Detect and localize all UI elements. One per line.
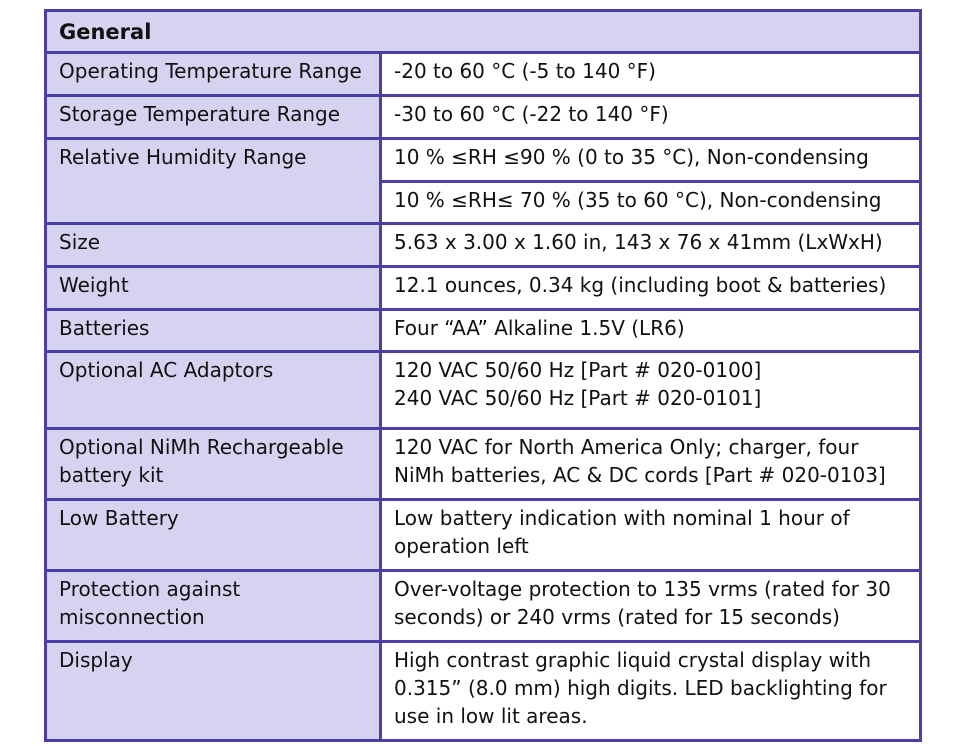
row-value-line: 240 VAC 50/60 Hz [Part # 020-0101] bbox=[394, 386, 762, 410]
row-value: Four “AA” Alkaline 1.5V (LR6) bbox=[381, 310, 921, 352]
table-row-ac-adaptors bbox=[46, 352, 921, 429]
table-row-storage-temperature bbox=[46, 96, 921, 139]
row-label: Optional NiMh Rechargeable battery kit bbox=[46, 429, 381, 500]
row-value: High contrast graphic liquid crystal display with 0.315” (8.0 mm) high digits. LED backlighting for use in low lit areas. bbox=[381, 642, 921, 741]
table-row-weight bbox=[46, 267, 921, 310]
row-value bbox=[381, 352, 921, 429]
row-label: Storage Temperature Range bbox=[46, 96, 381, 139]
table-row-humidity-1 bbox=[46, 139, 921, 182]
row-label: Low Battery bbox=[46, 500, 381, 571]
row-label: Protection against misconnection bbox=[46, 571, 381, 642]
row-value: 5.63 x 3.00 x 1.60 in, 143 x 76 x 41mm (LxWxH) bbox=[381, 224, 921, 267]
row-label: Operating Temperature Range bbox=[46, 53, 381, 96]
row-label: Batteries bbox=[46, 310, 381, 352]
table-row-operating-temperature bbox=[46, 53, 921, 96]
table-row-nimh-kit bbox=[46, 429, 921, 500]
table-title: General bbox=[46, 11, 921, 53]
table-row-size bbox=[46, 224, 921, 267]
row-label: Relative Humidity Range bbox=[46, 139, 381, 224]
table-row-display bbox=[46, 642, 921, 741]
row-value: -30 to 60 °C (-22 to 140 °F) bbox=[381, 96, 921, 139]
row-value: 10 % ≤RH ≤90 % (0 to 35 °C), Non-condensing bbox=[381, 139, 921, 182]
row-value: -20 to 60 °C (-5 to 140 °F) bbox=[381, 53, 921, 96]
row-value: Over-voltage protection to 135 vrms (rated for 30 seconds) or 240 vrms (rated for 15 seconds) bbox=[381, 571, 921, 642]
row-value: 12.1 ounces, 0.34 kg (including boot & batteries) bbox=[381, 267, 921, 310]
row-value-line: 120 VAC 50/60 Hz [Part # 020-0100] bbox=[394, 358, 762, 382]
row-value: 10 % ≤RH≤ 70 % (35 to 60 °C), Non-condensing bbox=[381, 182, 921, 224]
table-row-batteries bbox=[46, 310, 921, 352]
row-value: Low battery indication with nominal 1 hour of operation left bbox=[381, 500, 921, 571]
row-value: 120 VAC for North America Only; charger, four NiMh batteries, AC & DC cords [Part # 020-0103] bbox=[381, 429, 921, 500]
row-label: Optional AC Adaptors bbox=[46, 352, 381, 429]
row-label: Display bbox=[46, 642, 381, 741]
table-header-row bbox=[46, 11, 921, 53]
table-row-protection bbox=[46, 571, 921, 642]
row-label: Size bbox=[46, 224, 381, 267]
table-row-low-battery bbox=[46, 500, 921, 571]
row-label: Weight bbox=[46, 267, 381, 310]
spec-table bbox=[44, 9, 922, 742]
